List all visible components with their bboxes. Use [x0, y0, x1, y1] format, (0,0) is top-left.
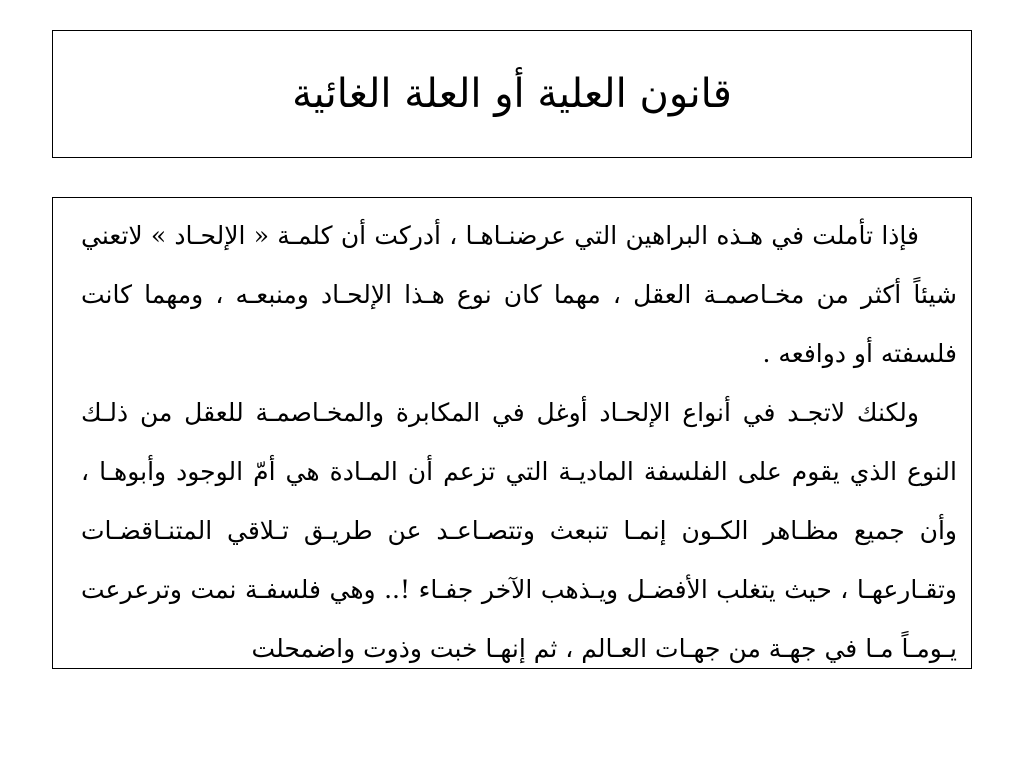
paragraph-1: فإذا تأملت في هـذه البراهين التي عرضنـاهـا ، أدركت أن كلمـة « الإلحـاد » لاتعني شيئاً أكثر من مخـاصمـة العقل ، مهما كان نوع هـذا الإلحـاد ومنبعـه ، ومهما كانت فلسفته أو دوافعه . — [81, 221, 957, 368]
paragraph-2: ولكنك لاتجـد في أنواع الإلحـاد أوغل في المكابرة والمخـاصمـة للعقل من ذلـك النوع الذي يقوم على الفلسفة الماديـة التي تزعم أن المـادة هي أمّ الوجود وأبوهـا ، وأن جميع مظـاهر الكـون إنمـا تنبعث وتتصـاعـد عن طريـق تـلاقي المتنـاقضـات وتقـارعهـا ، حيث يتغلب الأفضـل ويـذهب الآخر جفـاء !.. وهي فلسفـة نمت وترعرعت يـومـاً مـا في جهـة من جهـات العـالم ، ثم إنهـا خبت وذوت واضمحلت — [81, 398, 957, 663]
slide-title: قانون العلية أو العلة الغائية — [292, 71, 732, 117]
content-box — [52, 197, 972, 669]
title-box — [52, 30, 972, 158]
